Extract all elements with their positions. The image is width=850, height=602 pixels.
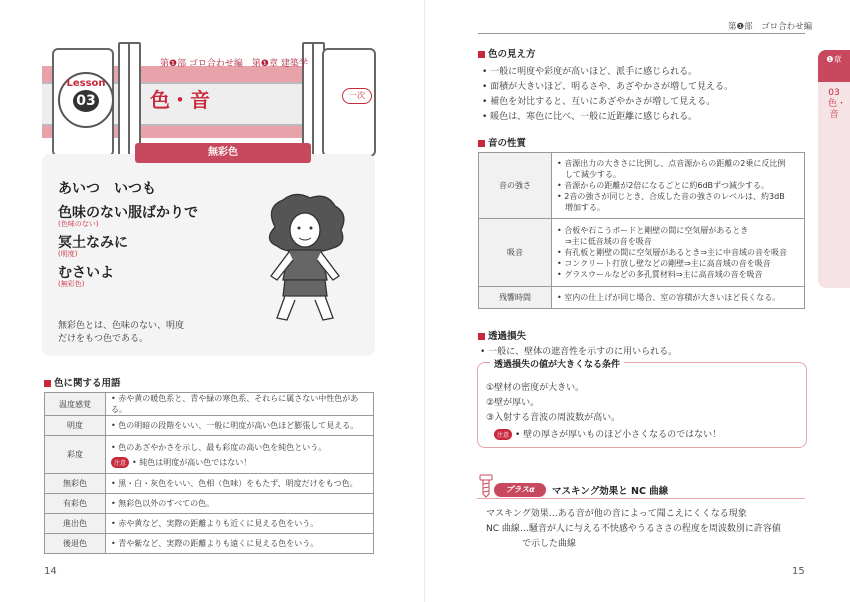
caution-tag: 注意 [111, 457, 129, 468]
exam-badge: 一次 [342, 88, 372, 104]
term-cell: 無彩色 [45, 474, 106, 494]
plus-alpha-tag: プラスα [494, 483, 546, 497]
lesson-badge [58, 72, 114, 128]
definition-line: 無彩色とは、色味のない、明度 [58, 321, 185, 331]
desc-cell: • 青や紫など、実際の距離よりも遠くに見える色をいう。 [106, 534, 374, 554]
term-cell: 音の強さ [479, 153, 552, 219]
section-heading-text: 透過損失 [488, 331, 527, 342]
color-terms-table [44, 392, 374, 554]
plus-line: で示した曲線 [486, 539, 577, 549]
section-heading [478, 135, 526, 149]
desc-line: ⇒主に低音域の音を吸音 [557, 237, 652, 246]
desc-line: して減少する。 [557, 170, 621, 179]
section-heading-text: 色に関する用語 [54, 378, 121, 389]
table-row [45, 416, 374, 436]
term-cell: 残響時間 [479, 287, 552, 309]
side-lesson-text: 03 色・音 [828, 88, 847, 120]
screw-icon [477, 474, 495, 498]
desc-text: • 色のあざやかさを示し、最も彩度の高い色を純色という。 [111, 442, 327, 452]
desc-line: • 音源からの距離が2倍になるごとに約6dBずつ減少する。 [557, 181, 770, 190]
desc-cell: • 赤や黄など、実際の距離よりも近くに見える色をいう。 [106, 514, 374, 534]
term-cell: 有彩色 [45, 494, 106, 514]
bullet-item: • 面積が大きいほど、明るさや、あざやかさが増して見える。 [482, 82, 733, 92]
square-bullet-icon [478, 51, 485, 58]
desc-line: • コンクリート打放し壁などの剛壁⇒主に高音域の音を吸音 [557, 259, 771, 268]
desc-cell: • 無彩色以外のすべての色。 [106, 494, 374, 514]
term-cell: 進出色 [45, 514, 106, 534]
bullet-item: • 暖色は、寒色に比べ、一般に近距離に感じられる。 [482, 112, 698, 122]
bullet-item: • 一般に、壁体の遮音性を示すのに用いられる。 [480, 347, 678, 357]
mnemonic-gloss: (無彩色) [58, 280, 85, 288]
condition-title: 透過損失の値が大きくなる条件 [490, 357, 624, 370]
desc-cell: • 黒・白・灰色をいい、色相（色味）をもたず、明度だけをもつ色。 [106, 474, 374, 494]
table-row [479, 219, 805, 287]
condition-item: ②壁が厚い。 [486, 398, 540, 408]
definition-line: だけをもつ色である。 [58, 334, 149, 344]
page-spine [424, 0, 425, 602]
mnemonic-line: 冥土なみに [58, 235, 128, 251]
chapter-side-number [818, 50, 850, 82]
table-row [45, 494, 374, 514]
section-heading-text: 音の性質 [488, 138, 527, 149]
table-row [45, 474, 374, 494]
term-cell: 彩度 [45, 436, 106, 474]
running-head: 第❶部 ゴロ合わせ編 [728, 22, 813, 32]
note-line [111, 457, 368, 468]
desc-line: • グラスウールなどの多孔質材料⇒主に高音域の音を吸音 [557, 270, 763, 279]
cartoon-character-illustration [255, 192, 355, 328]
mnemonic-line: 色味のない服ばかりで [58, 205, 198, 221]
desc-line: 増加する。 [557, 203, 605, 212]
desc-line: • 音源出力の大きさに比例し、点音源からの距離の2乗に反比例 [557, 159, 786, 168]
chapter-side-tab [818, 50, 850, 288]
bullet-item: • 補色を対比すると、互いにあざやかさが増して見える。 [482, 97, 716, 107]
sound-properties-table [478, 152, 805, 309]
section-heading-text: 色の見え方 [488, 49, 536, 60]
running-head-rule [478, 33, 805, 34]
caution-tag: 注意 [494, 429, 512, 440]
desc-cell: • 室内の仕上げが同じ場合、室の容積が大きいほど長くなる。 [552, 287, 805, 309]
note-text: • 純色は明度が高い色ではない！ [132, 457, 252, 467]
mnemonic-line: あいつ いつも [58, 181, 156, 197]
note-text: • 壁の厚さが厚いものほど小さくなるのではない！ [515, 430, 722, 440]
chapter-label: 第❶部 ゴロ合わせ編 第❶章 建築学 [160, 59, 308, 69]
lesson-title: 色・音 [150, 88, 210, 112]
lesson-number: 03 [73, 90, 99, 112]
desc-cell [106, 436, 374, 474]
square-bullet-icon [478, 333, 485, 340]
desc-cell: • 赤や黄の暖色系と、青や緑の寒色系、それらに属さない中性色がある。 [106, 393, 374, 416]
section-heading [478, 46, 536, 60]
table-row [45, 534, 374, 554]
section-heading [478, 328, 526, 342]
square-bullet-icon [478, 140, 485, 147]
plus-line: マスキング効果…ある音が他の音によって聞こえにくくなる現象 [486, 509, 747, 519]
term-cell: 明度 [45, 416, 106, 436]
lesson-label: Lesson [66, 78, 106, 89]
desc-cell [552, 219, 805, 287]
page-number-right: 15 [792, 566, 805, 577]
card-tab: 無彩色 [135, 143, 311, 163]
term-cell: 吸音 [479, 219, 552, 287]
page-number-left: 14 [44, 566, 57, 577]
table-row [479, 287, 805, 309]
side-chapter-text: ❶章 [826, 55, 842, 64]
table-row [45, 436, 374, 474]
condition-item: ③入射する音波の周波数が高い。 [486, 413, 621, 423]
plus-alpha-title: マスキング効果と NC 曲線 [552, 486, 669, 497]
square-bullet-icon [44, 380, 51, 387]
mnemonic-gloss: (明度) [58, 250, 78, 258]
desc-cell: • 色の明暗の段階をいい、一般に明度が高い色ほど膨張して見える。 [106, 416, 374, 436]
term-cell: 後退色 [45, 534, 106, 554]
desc-line: • 合板や石こうボードと剛壁の間に空気層があるとき [557, 226, 749, 235]
bullet-item: • 一般に明度や彩度が高いほど、派手に感じられる。 [482, 67, 698, 77]
section-heading [44, 375, 121, 389]
desc-cell [552, 153, 805, 219]
mnemonic-gloss: (色味のない) [58, 220, 99, 228]
condition-item: ①壁材の密度が大きい。 [486, 383, 585, 393]
desc-line: • 有孔板と剛壁の間に空気層があるとき⇒主に中音域の音を吸音 [557, 248, 787, 257]
note-line [494, 427, 721, 440]
card-definition [58, 320, 184, 346]
mnemonic-line: むさいよ [58, 265, 114, 281]
desc-line: • 2音の強さが同じとき、合成した音の強さのレベルは、約3dB [557, 192, 785, 201]
table-row [45, 514, 374, 534]
plus-line: NC 曲線…騒音が人に与える不快感やうるささの程度を周波数別に許容値 [486, 524, 781, 534]
term-cell: 温度感覚 [45, 393, 106, 416]
table-row [479, 153, 805, 219]
table-row [45, 393, 374, 416]
